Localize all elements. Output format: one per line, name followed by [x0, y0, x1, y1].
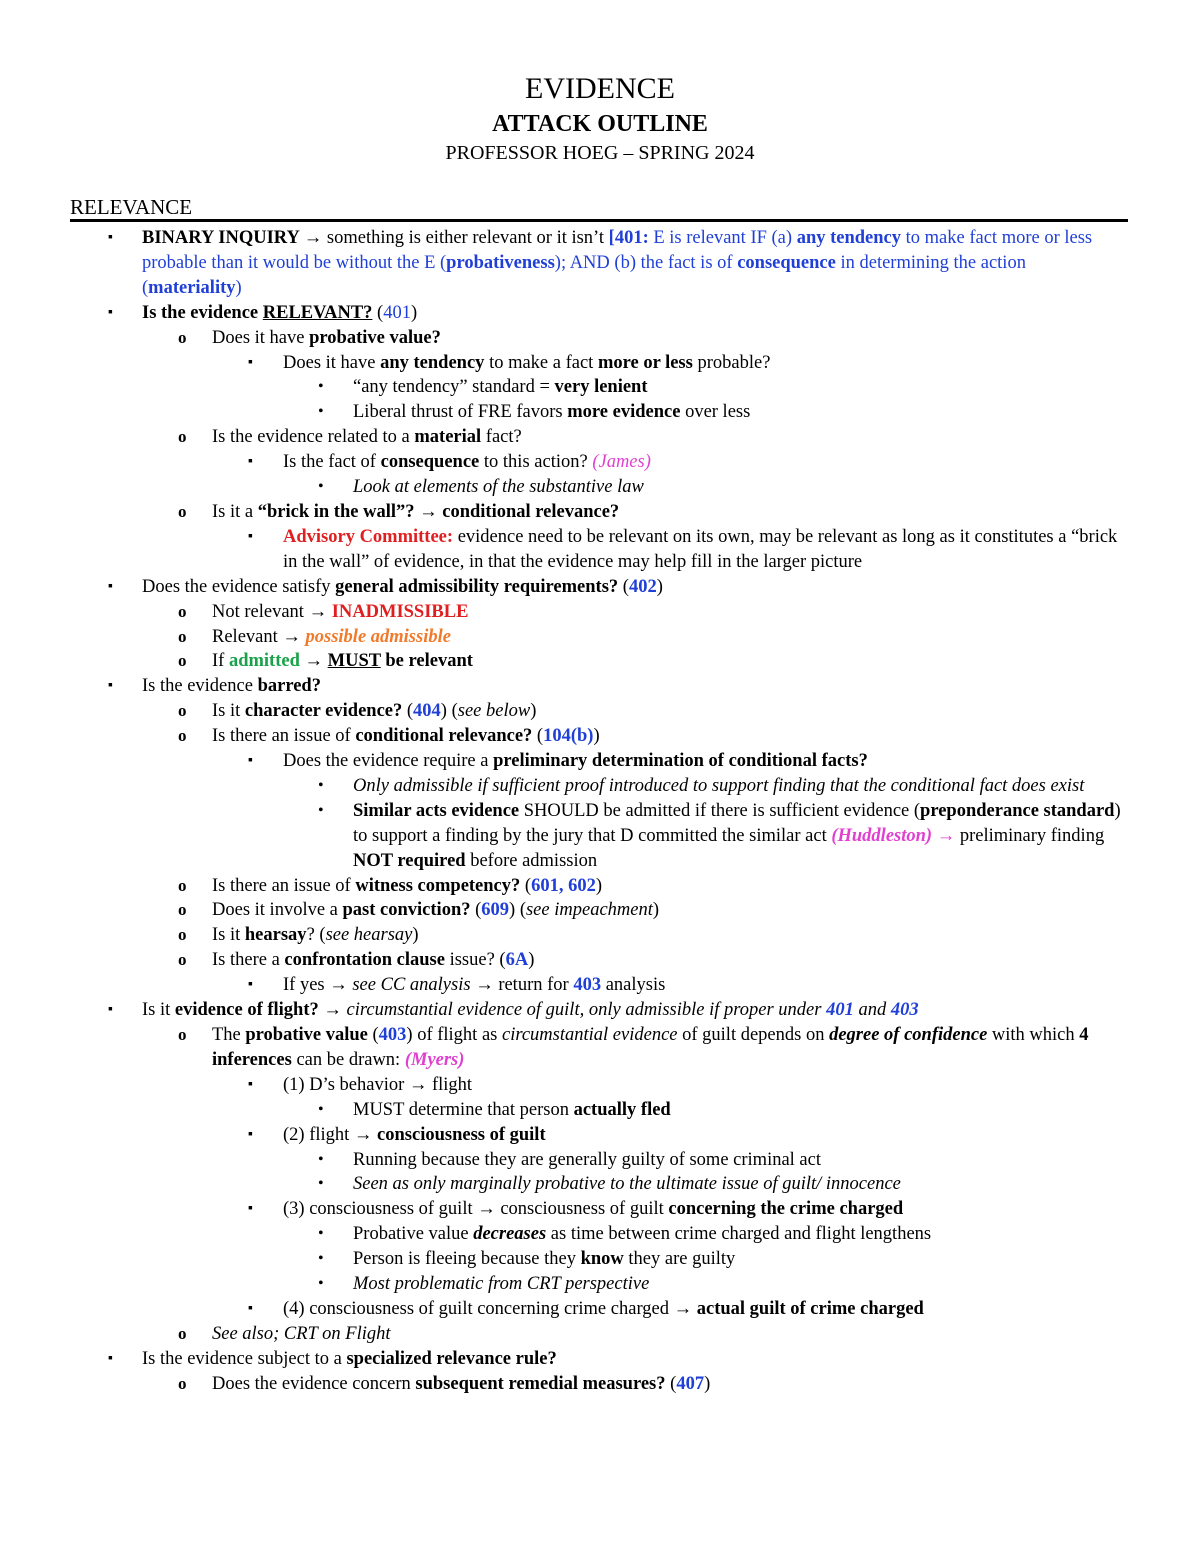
text-span: RELEVANT?: [262, 302, 373, 323]
rule-reference: 402: [628, 576, 657, 597]
text-span: ); AND (b) the fact is of: [554, 252, 738, 273]
list-item: [0, 948, 1200, 973]
bullet-marker: •: [318, 378, 324, 396]
text-span: general admissibility requirements?: [335, 576, 619, 597]
text-span: SHOULD be admitted if there is sufficient evidence (: [519, 800, 921, 821]
text-span: materiality: [148, 277, 236, 298]
bullet-marker: o: [178, 327, 187, 347]
text-span: see hearsay: [325, 925, 413, 946]
list-item: [0, 1197, 1200, 1222]
text-span: to make a fact: [484, 352, 598, 373]
text-span: consequence: [380, 452, 480, 473]
text-span: probable?: [692, 352, 771, 373]
rule-reference: 407: [676, 1373, 705, 1394]
text-span: decreases: [473, 1224, 547, 1245]
text-span: Is the evidence: [142, 302, 263, 323]
text-span: Running because they are generally guilty of some criminal act: [353, 1149, 821, 1170]
list-item: [0, 475, 1200, 500]
text-span: material: [414, 427, 482, 448]
text-span: conditional relevance?: [355, 726, 533, 747]
text-span: barred?: [257, 676, 321, 697]
bullet-marker: •: [318, 1150, 324, 1168]
text-span: ): [595, 875, 602, 896]
text-span: (4) consciousness of guilt concerning crime charged →: [283, 1298, 697, 1319]
text-span: Does it have: [212, 327, 310, 348]
list-item: [0, 749, 1200, 774]
text-span: ): [410, 302, 418, 323]
text-span: Is the evidence: [142, 676, 258, 697]
text-span: before admission: [465, 850, 598, 871]
text-span: Does the evidence require a: [283, 751, 494, 772]
list-item: [0, 799, 1200, 874]
section-heading-relevance: RELEVANCE: [70, 195, 1128, 222]
list-item: [0, 1073, 1200, 1098]
list-item: [0, 674, 1200, 699]
text-span: Look at elements of the substantive law: [353, 477, 644, 498]
text-span: Does it have: [283, 352, 381, 373]
text-span: Seen as only marginally probative to the ultimate issue of guilt/ innocence: [353, 1174, 901, 1195]
text-span: more evidence: [567, 402, 681, 423]
bullet-marker: ▪: [248, 1076, 253, 1092]
text-span: ? (: [306, 925, 326, 946]
bullet-marker: ▪: [108, 578, 113, 594]
text-span: →: [318, 1000, 347, 1021]
text-span: issue? (: [444, 950, 506, 971]
rule-reference: 403: [378, 1025, 407, 1045]
text-span: Not relevant →: [212, 601, 332, 622]
bullet-marker: o: [178, 875, 187, 895]
text-span: probativeness: [446, 252, 555, 273]
bullet-marker: •: [318, 1175, 324, 1193]
text-span: ): [656, 576, 663, 597]
text-span: Does the evidence satisfy: [142, 576, 336, 597]
text-span: ) (: [440, 701, 458, 722]
list-item: [0, 774, 1200, 799]
bullet-marker: o: [178, 501, 187, 521]
bullet-marker: •: [318, 801, 324, 819]
text-span: (: [367, 1025, 379, 1045]
document-subtitle: ATTACK OUTLINE: [492, 111, 708, 137]
list-item: [0, 1148, 1200, 1173]
list-item: [0, 724, 1200, 749]
list-item: [0, 1123, 1200, 1148]
list-item: [0, 1347, 1200, 1372]
list-item: [0, 375, 1200, 400]
text-span: they are guilty: [623, 1249, 736, 1270]
list-item: [0, 525, 1200, 575]
list-item: [0, 1222, 1200, 1247]
list-item: [0, 450, 1200, 475]
bullet-marker: o: [178, 701, 187, 721]
bullet-marker: •: [318, 403, 324, 421]
bullet-marker: o: [178, 900, 187, 920]
arrow-icon: →: [932, 825, 960, 846]
text-span: (3) consciousness of guilt → consciousness of guilt: [283, 1199, 669, 1220]
text-span: ) (: [509, 900, 526, 921]
text-span: ) of flight as: [406, 1025, 502, 1045]
text-span: see CC analysis: [352, 975, 471, 996]
list-item: [0, 874, 1200, 899]
text-span: (: [372, 302, 384, 323]
text-span: Does it involve a: [212, 900, 343, 921]
bullet-marker: •: [318, 1100, 324, 1118]
case-citation: (Huddleston): [831, 825, 933, 846]
text-span: Is the evidence related to a: [212, 427, 415, 448]
text-span: evidence of flight?: [174, 1000, 319, 1021]
text-span: any tendency: [380, 352, 485, 373]
text-span: If yes →: [283, 975, 353, 996]
bullet-marker: •: [318, 776, 324, 794]
rule-reference: 609: [481, 900, 510, 921]
bullet-marker: ▪: [248, 1126, 253, 1142]
text-span: (: [618, 576, 629, 597]
text-span: know: [580, 1249, 624, 1270]
text-span: Does the evidence concern: [212, 1373, 416, 1394]
case-citation: (Myers): [404, 1049, 465, 1070]
text-span: Is the evidence subject to a: [142, 1348, 347, 1369]
text-span: preliminary finding: [959, 825, 1105, 846]
bullet-marker: •: [318, 478, 324, 496]
bullet-marker: ▪: [248, 977, 253, 993]
list-item: [0, 425, 1200, 450]
text-span: see below: [457, 701, 531, 722]
outline-list: [0, 226, 1200, 1397]
text-span: (: [520, 875, 532, 896]
list-item: [0, 699, 1200, 724]
text-span: Is there an issue of: [212, 875, 356, 896]
bullet-marker: ▪: [108, 1350, 113, 1366]
text-span: concerning the crime charged: [668, 1199, 904, 1220]
bullet-marker: ▪: [248, 354, 253, 370]
text-span: circumstantial evidence of guilt, only admissible if proper under: [346, 1000, 827, 1021]
text-span: (2) flight →: [283, 1124, 378, 1145]
list-item: [0, 351, 1200, 376]
text-span: MUST determine that person: [353, 1099, 574, 1120]
text-span: “any tendency” standard =: [353, 377, 555, 398]
text-span: →: [299, 651, 328, 672]
text-span: Is it: [212, 925, 245, 946]
bullet-marker: o: [178, 726, 187, 746]
text-span: actually fled: [573, 1099, 671, 1120]
text-span: something is either relevant or it isn’t: [322, 228, 609, 248]
case-citation: (James): [592, 452, 651, 473]
text-span: degree of confidence: [829, 1025, 988, 1045]
rule-reference: 404: [413, 701, 441, 722]
text-span: MUST: [327, 651, 381, 672]
text-span: → return for: [470, 975, 574, 996]
bullet-marker: o: [178, 1025, 187, 1044]
text-span: ): [412, 925, 419, 946]
rule-reference: [401:: [608, 228, 649, 248]
bullet-marker: ▪: [108, 230, 113, 245]
text-span: to this action?: [479, 452, 593, 473]
list-item: [0, 1247, 1200, 1272]
text-span: conditional relevance?: [442, 501, 620, 522]
list-item: [0, 326, 1200, 351]
text-span: (: [402, 701, 414, 722]
text-span: ): [593, 726, 600, 747]
bullet-marker: ▪: [248, 1300, 253, 1316]
bullet-marker: o: [178, 1373, 187, 1393]
arrow-icon: →: [303, 228, 323, 248]
text-span: confrontation clause: [284, 950, 445, 971]
text-span: can be drawn:: [291, 1049, 405, 1070]
text-span: Probative value: [353, 1224, 474, 1245]
text-span: ) to support a finding by the jury that D committed the similar act: [353, 800, 1121, 846]
list-item: [0, 649, 1200, 674]
text-span: Is there an issue of: [212, 726, 356, 747]
text-span: Is it: [212, 701, 245, 722]
text-span: witness competency?: [355, 875, 521, 896]
text-span: 4 inferences: [212, 1025, 1089, 1070]
bullet-marker: o: [178, 651, 187, 671]
text-span: character evidence?: [244, 701, 403, 722]
text-span: subsequent remedial measures?: [415, 1373, 666, 1394]
text-span: probative value?: [309, 327, 441, 348]
list-item: [0, 1322, 1200, 1347]
list-item: [0, 898, 1200, 923]
bullet-marker: •: [318, 1225, 324, 1243]
bullet-marker: o: [178, 950, 187, 970]
text-span: Relevant →: [212, 626, 306, 647]
list-item: [0, 1023, 1200, 1073]
list-item: [0, 1272, 1200, 1297]
text-span: Is the fact of: [283, 452, 381, 473]
bullet-marker: o: [178, 626, 187, 646]
text-span: fact?: [481, 427, 522, 448]
text-span: with which: [987, 1025, 1080, 1045]
list-item: [0, 923, 1200, 948]
text-span: in determining the action (: [142, 252, 1026, 298]
bullet-marker: o: [178, 601, 187, 621]
text-span: past conviction?: [342, 900, 471, 921]
list-item: [0, 973, 1200, 998]
rule-reference: 401: [826, 1000, 854, 1021]
text-span: See also; CRT on Flight: [212, 1323, 391, 1344]
text-span: preliminary determination of conditional facts?: [493, 751, 868, 772]
list-item: [0, 600, 1200, 625]
text-span: Liberal thrust of FRE favors: [353, 402, 568, 423]
text-span: Person is fleeing because they: [353, 1249, 581, 1270]
bullet-marker: o: [178, 427, 187, 447]
text-span: circumstantial evidence: [501, 1025, 678, 1045]
text-span: any tendency: [796, 228, 902, 248]
list-item: [0, 575, 1200, 600]
text-span: BINARY INQUIRY: [142, 228, 304, 248]
list-item: [0, 226, 1200, 301]
document-title: EVIDENCE: [525, 72, 675, 105]
text-span: as time between crime charged and flight lengthens: [546, 1224, 932, 1245]
text-span: ): [652, 900, 660, 921]
rule-reference: 403: [890, 1000, 919, 1021]
list-item: [0, 1297, 1200, 1322]
text-span: “brick in the wall”?: [257, 501, 415, 522]
text-span: over less: [680, 402, 751, 423]
text-span: Similar acts evidence: [353, 800, 520, 821]
list-item: [0, 400, 1200, 425]
text-span: very lenient: [554, 377, 648, 398]
rule-reference: 6A: [505, 950, 529, 971]
list-item: [0, 1172, 1200, 1197]
bullet-marker: ▪: [248, 454, 253, 470]
text-span: (: [470, 900, 482, 921]
text-span: admitted: [228, 651, 300, 672]
rule-reference: 403: [573, 975, 602, 996]
bullet-marker: ▪: [108, 1002, 113, 1018]
text-span: Is there a: [212, 950, 285, 971]
text-span: INADMISSIBLE: [331, 601, 469, 622]
text-span: hearsay: [244, 925, 307, 946]
text-span: (: [532, 726, 544, 747]
bullet-marker: ▪: [248, 528, 253, 544]
text-span: E is relevant IF (a): [648, 228, 797, 248]
bullet-marker: ▪: [108, 678, 113, 694]
text-span: consciousness of guilt: [377, 1124, 546, 1145]
document-byline: PROFESSOR HOEG – SPRING 2024: [445, 142, 755, 164]
bullet-marker: ▪: [248, 753, 253, 769]
text-span: consequence: [737, 252, 836, 273]
list-item: [0, 1098, 1200, 1123]
text-span: ): [530, 701, 537, 722]
bullet-marker: •: [318, 1275, 324, 1293]
text-span: →: [414, 501, 443, 522]
text-span: possible admissible: [305, 626, 451, 647]
text-span: NOT required: [353, 850, 466, 871]
text-span: ): [235, 277, 242, 298]
text-span: see impeachment: [525, 900, 653, 921]
text-span: preponderance standard: [920, 800, 1115, 821]
rule-reference: 104(b): [543, 726, 594, 747]
text-span: Most problematic from CRT perspective: [353, 1274, 650, 1295]
text-span: to make fact more or less probable than it would be without the E (: [142, 228, 1093, 273]
list-item: [0, 301, 1200, 326]
list-item: [0, 1372, 1200, 1397]
text-span: ): [528, 950, 535, 971]
text-span: and: [853, 1000, 891, 1021]
text-span: If: [212, 651, 229, 672]
text-span: (1) D’s behavior → flight: [283, 1074, 473, 1095]
bullet-marker: •: [318, 1250, 324, 1268]
text-span: Advisory Committee:: [283, 526, 454, 547]
text-span: of guilt depends on: [677, 1025, 830, 1045]
text-span: specialized relevance rule?: [346, 1348, 557, 1369]
list-item: [0, 625, 1200, 650]
bullet-marker: o: [178, 1323, 187, 1343]
text-span: more or less: [597, 352, 693, 373]
bullet-marker: o: [178, 925, 187, 945]
rule-reference: 601, 602: [531, 875, 596, 896]
text-span: The: [212, 1025, 246, 1045]
text-span: analysis: [601, 975, 666, 996]
text-span: Only admissible if sufficient proof introduced to support finding that the conditional fact does exist: [353, 775, 1085, 796]
text-span: be relevant: [380, 651, 473, 672]
list-item: [0, 998, 1200, 1023]
list-item: [0, 500, 1200, 525]
text-span: (: [665, 1373, 677, 1394]
text-span: evidence need to be relevant on its own, may be relevant as long as it constitutes a “brick in the wall” of evidence, in that the evidence may help fill in the larger picture: [283, 526, 1118, 572]
bullet-marker: ▪: [108, 304, 113, 320]
text-span: Is it a: [212, 501, 258, 522]
text-span: probative value: [245, 1025, 368, 1045]
text-span: Is it: [142, 1000, 175, 1021]
rule-reference: 401: [383, 302, 411, 323]
text-span: ): [704, 1373, 711, 1394]
bullet-marker: ▪: [248, 1201, 253, 1217]
text-span: actual guilt of crime charged: [696, 1298, 924, 1319]
